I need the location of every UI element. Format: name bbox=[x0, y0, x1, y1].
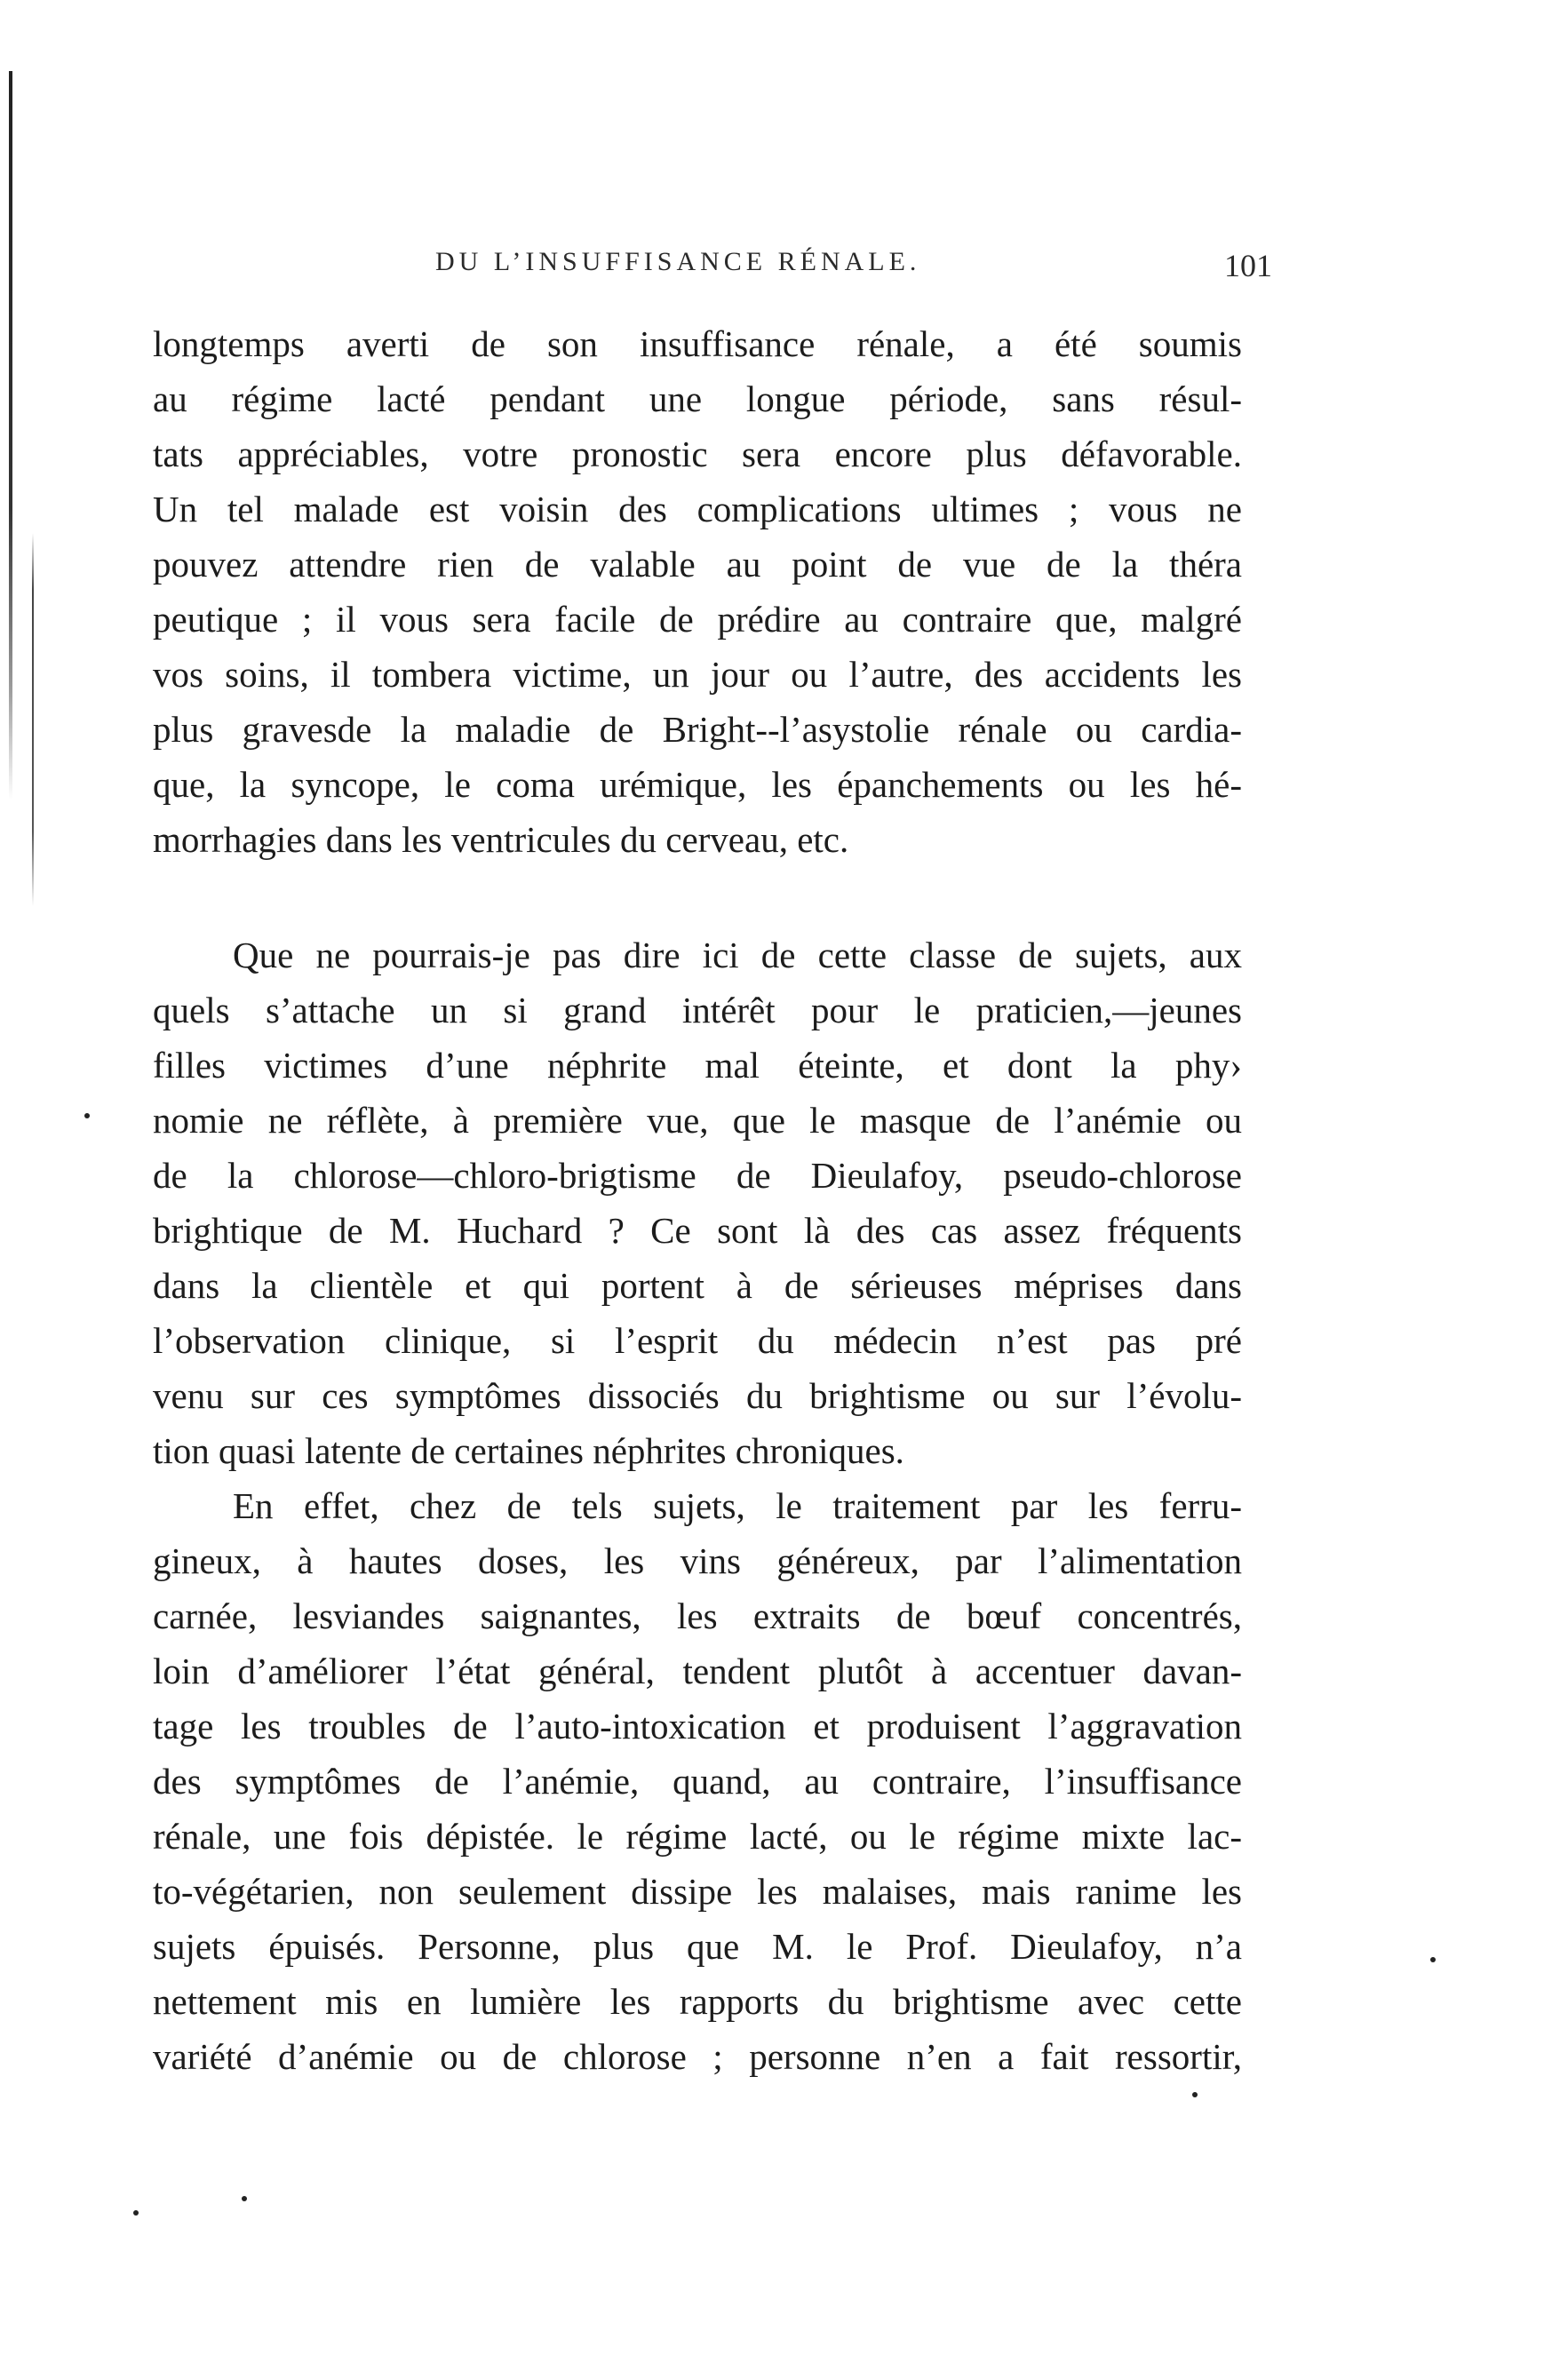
text-line: tats appréciables, votre pronostic sera encore plus défavorable. bbox=[153, 434, 1242, 474]
text-line: peutique ; il vous sera facile de prédire au contraire que, malgré bbox=[153, 599, 1242, 640]
text-line: plus gravesde la maladie de Bright--l’asystolie rénale ou cardia- bbox=[153, 709, 1242, 750]
text-line: quels s’attache un si grand intérêt pour le praticien,—jeunes bbox=[153, 990, 1242, 1030]
text-line: tage les troubles de l’auto-intoxication et produisent l’aggravation bbox=[153, 1706, 1242, 1746]
scan-speck bbox=[242, 2196, 247, 2201]
text-line: nettement mis en lumière les rapports du brightisme avec cette bbox=[153, 1981, 1242, 2022]
text-line: Un tel malade est voisin des complications ultimes ; vous ne bbox=[153, 489, 1242, 529]
text-line: que, la syncope, le coma urémique, les épanchements ou les hé- bbox=[153, 764, 1242, 805]
text-line: tion quasi latente de certaines néphrites chroniques. bbox=[153, 1430, 904, 1471]
scan-speck bbox=[84, 1113, 90, 1118]
text-line: nomie ne réflète, à première vue, que le masque de l’anémie ou bbox=[153, 1100, 1242, 1141]
text-line: morrhagies dans les ventricules du cerveau, etc. bbox=[153, 819, 849, 860]
text-line: au régime lacté pendant une longue période, sans résul- bbox=[153, 378, 1242, 419]
scan-edge-shadow-inner bbox=[32, 533, 34, 906]
text-line: l’observation clinique, si l’esprit du médecin n’est pas pré bbox=[153, 1320, 1242, 1361]
text-line: Que ne pourrais-je pas dire ici de cette classe de sujets, aux bbox=[233, 935, 1242, 975]
page-number: 101 bbox=[1224, 248, 1272, 283]
scan-speck bbox=[133, 2210, 139, 2216]
text-line: venu sur ces symptômes dissociés du brightisme ou sur l’évolu- bbox=[153, 1375, 1242, 1416]
text-line: brightique de M. Huchard ? Ce sont là des cas assez fréquents bbox=[153, 1210, 1242, 1251]
text-line: to-végétarien, non seulement dissipe les malaises, mais ranime les bbox=[153, 1871, 1242, 1912]
text-line: longtemps averti de son insuffisance rénale, a été soumis bbox=[153, 323, 1242, 364]
scan-edge-shadow bbox=[9, 71, 12, 800]
text-line: pouvez attendre rien de valable au point de vue de la théra bbox=[153, 544, 1242, 585]
scan-speck bbox=[1192, 2092, 1198, 2097]
text-line: de la chlorose—chloro-brigtisme de Dieulafoy, pseudo-chlorose bbox=[153, 1155, 1242, 1196]
running-head-title: DU L’INSUFFISANCE RÉNALE. bbox=[435, 247, 921, 276]
text-line: sujets épuisés. Personne, plus que M. le Prof. Dieulafoy, n’a bbox=[153, 1926, 1242, 1967]
text-line: loin d’améliorer l’état général, tendent plutôt à accentuer davan- bbox=[153, 1651, 1242, 1691]
text-line: vos soins, il tombera victime, un jour ou l’autre, des accidents les bbox=[153, 654, 1242, 695]
scan-speck bbox=[1430, 1957, 1436, 1962]
text-line: En effet, chez de tels sujets, le traitement par les ferru- bbox=[233, 1485, 1242, 1526]
text-line: rénale, une fois dépistée. le régime lacté, ou le régime mixte lac- bbox=[153, 1816, 1242, 1857]
text-line: variété d’anémie ou de chlorose ; personne n’en a fait ressortir, bbox=[153, 2036, 1242, 2077]
text-line: dans la clientèle et qui portent à de sérieuses méprises dans bbox=[153, 1265, 1242, 1306]
text-line: filles victimes d’une néphrite mal éteinte, et dont la phy› bbox=[153, 1045, 1242, 1086]
text-line: des symptômes de l’anémie, quand, au contraire, l’insuffisance bbox=[153, 1761, 1242, 1802]
text-line: carnée, lesviandes saignantes, les extraits de bœuf concentrés, bbox=[153, 1595, 1242, 1636]
text-line: gineux, à hautes doses, les vins généreux, par l’alimentation bbox=[153, 1540, 1242, 1581]
